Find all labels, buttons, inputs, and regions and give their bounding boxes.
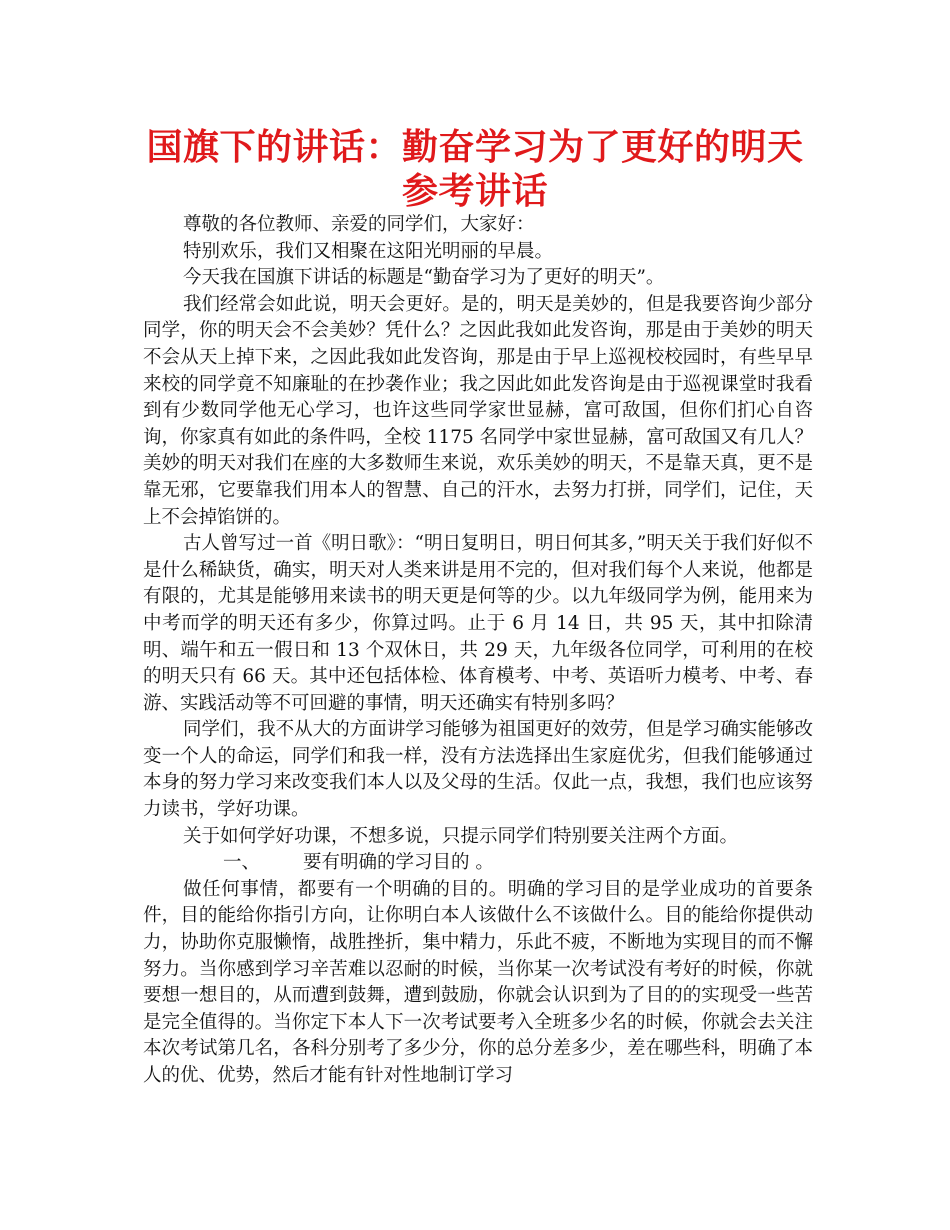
paragraph: 古人曾写过一首《明日歌》：“明日复明日，明日何其多，”明天关于我们好似不是什么稀缺货，确实，明天对人类来讲是用不完的，但对我们每个人来说，他都是有限的，尤其是能够用来读书的明天更是何等的少。以九年级同学为例，能用来为中考而学的明天还有多少，你算过吗。止于 6 月 14 日，共 95 天，其中扣除清明、端午和五一假日和 13 个双休日，共 29 天，九年级各位同学，可利用的在校的明天只有 66 天。其中还包括体检、体育模考、中考、英语听力模考、中考、春游、实践活动等不可回避的事情，明天还确实有特别多吗？ bbox=[143, 533, 813, 714]
paragraph: 特别欢乐，我们又相聚在这阳光明丽的早晨。 bbox=[183, 240, 554, 262]
body-text bbox=[143, 212, 813, 1090]
paragraph: 我们经常会如此说，明天会更好。是的，明天是美妙的，但是我要咨询少部分同学，你的明天会不会美妙？凭什么？之因此我如此发咨询，那是由于美妙的明天不会从天上掉下来，之因此我如此发咨询，那是由于早上巡视校校园时，有些早早来校的同学竟不知廉耻的在抄袭作业；我之因此如此发咨询是由于巡视课堂时我看到有少数同学他无心学习，也许这些同学家世显赫，富可敌国，但你们扪心自咨询，你家真有如此的条件吗，全校 1175 名同学中家世显赫，富可敌国又有几人？美妙的明天对我们在座的大多数师生来说，欢乐美妙的明天，不是靠天真，更不是靠无邪，它要靠我们用本人的智慧、自己的汗水，去努力打拼，同学们，记住，天上不会掉馅饼的。 bbox=[143, 293, 813, 528]
paragraph: 同学们，我不从大的方面讲学习能够为祖国更好的效劳，但是学习确实能够改变一个人的命运，同学们和我一样，没有方法选择出生家庭优劣，但我们能够通过本身的努力学习来改变我们本人以及父母的生活。仅此一点，我想，我们也应该努力读书，学好功课。 bbox=[143, 719, 813, 821]
paragraph: 尊敬的各位教师、亲爱的同学们，大家好： bbox=[183, 214, 535, 235]
title-line-1: 国旗下的讲话：勤奋学习为了更好的明天 bbox=[146, 127, 804, 168]
title-line-2: 参考讲话 bbox=[401, 171, 548, 212]
section-title: 要有明确的学习目的 。 bbox=[303, 852, 494, 874]
section-heading bbox=[143, 850, 813, 877]
section-number: 一、 bbox=[223, 852, 261, 874]
paragraph: 做任何事情，都要有一个明确的目的。明确的学习目的是学业成功的首要条件，目的能给你指引方向，让你明白本人该做什么不该做什么。目的能给你提供动力，协助你克服懒惰，战胜挫折，集中精力，乐此不疲，不断地为实现目的而不懈努力。当你感到学习辛苦难以忍耐的时候，当你某一次考试没有考好的时候，你就要想一想目的，从而遭到鼓舞，遭到鼓励，你就会认识到为了目的的实现受一些苦是完全值得的。当你定下本人下一次考试要考入全班多少名的时候，你就会去关注本次考试第几名，各科分别考了多少分，你的总分差多少，差在哪些科，明确了本人的优、优势，然后才能有针对性地制订学习 bbox=[143, 878, 813, 1086]
paragraph: 今天我在国旗下讲话的标题是“勤奋学习为了更好的明天”。 bbox=[183, 267, 665, 289]
paragraph: 关于如何学好功课，不想多说，只提示同学们特别要关注两个方面。 bbox=[183, 825, 739, 847]
